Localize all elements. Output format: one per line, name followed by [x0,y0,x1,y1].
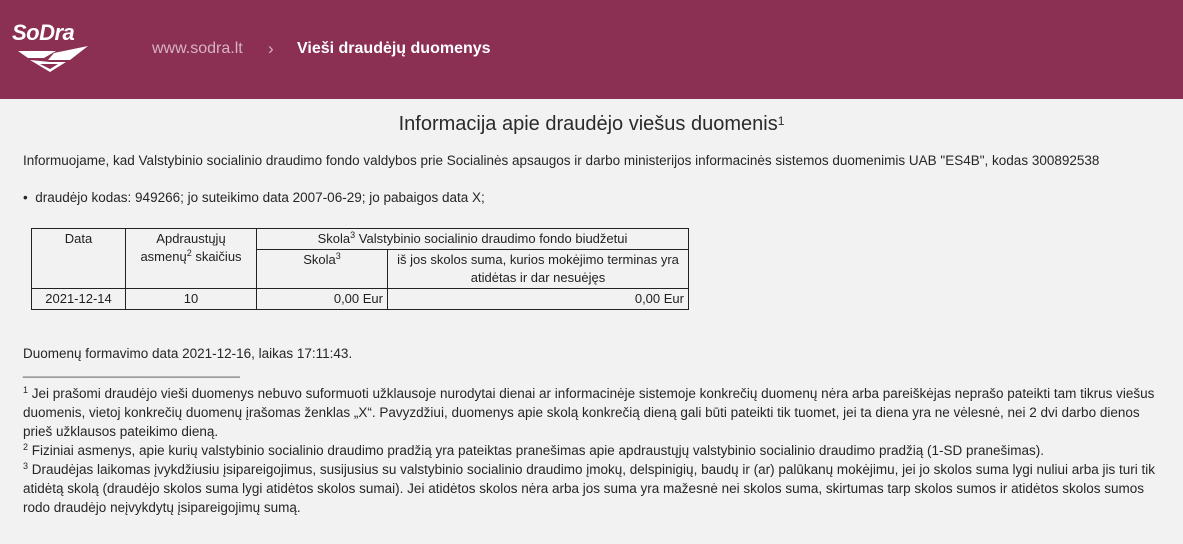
cell-debt: 0,00 Eur [257,289,388,310]
header-insured-count: Apdraustųjų asmenų$^2$ skaičius [126,229,257,289]
header-deferred-debt: iš jos skolos suma, kurios mokėjimo terminas yra atidėtas ir dar nesuėjęs [388,250,689,289]
cell-deferred: 0,00 Eur [388,289,689,310]
table-row [32,289,689,310]
insurer-code-bullet: • draudėjo kodas: 949266; jo suteikimo data 2007-06-29; jo pabaigos data X; [23,190,485,205]
cell-insured: 10 [126,289,257,310]
top-bar [0,0,1183,99]
breadcrumb-home-link[interactable]: www.sodra.lt [152,40,243,57]
footnote-ref: 1 [777,114,785,128]
breadcrumb-current: Vieši draudėjų duomenys [297,40,491,57]
footnote-3: $^3$ Draudėjas laikomas įvykdžiusiu įsipareigojimus, susijusius su valstybinio socialinio draudimo įmokų, delspinigių, baudų ir (ar) palūkanų mokėjimu, jei jo skolos suma lygi nuliui arba jis turi tik atidėtą skolą (draudėjo skolos suma lygi atidėtos skolos sumai). Jei atidėtos skolos nėra arba jos suma yra mažesnė nei skolos suma, skirtumas tarp skolos sumos ir atidėtos skolos sumos rodo draudėjo neįvykdytų įsipareigojimų sumą. [23,461,1156,515]
footnote-divider: ______________________________ [23,363,240,378]
footnote-2: $^2$ Fiziniai asmenys, apie kurių valstybinio socialinio draudimo pradžią yra pateiktas pranešimas apie apdraustųjų valstybinio socialinio draudimo pradžią (1-SD pranešimas). [23,442,1045,458]
page-title: Informacija apie draudėjo viešus duomenis$^1$ [398,113,785,135]
sodra-logo[interactable] [10,20,90,76]
intro-text: Informuojame, kad Valstybinio socialinio draudimo fondo valdybos prie Socialinės apsaugos ir darbo ministerijos informacinės sistemos duomenimis UAB "ES4B", kodas 300892538 [23,153,1100,168]
cell-date: 2021-12-14 [32,289,126,310]
chevron-right-icon: › [268,39,274,58]
logo-text: SoDra [12,20,75,45]
header-debt: Skola$^3$ [257,250,388,289]
header-date: Data [32,229,126,289]
footnote-1: $^1$ Jei prašomi draudėjo vieši duomenys nebuvo suformuoti užklausoje nurodytai dienai ar informacinėje sistemoje konkrečių duomenų nėra arba pareiškėjas neprašo pateikti tam tikrus viešus duomenis, vietoj konkrečių duomenų įrašomas ženklas „X“. Pavyzdžiui, duomenys apie skolą konkrečią dieną gali būti pateikti tik tuomet, jei ta diena yra ne vėlesnė, nei 2 dvi darbo dienos prieš užklausos pateikimo dieną. [23,385,1155,439]
generation-date: Duomenų formavimo data 2021-12-16, laikas 17:11:43. [23,346,353,361]
header-debt-group: Skola$^3$ Valstybinio socialinio draudimo fondo biudžetui [257,229,689,250]
logo-emblem-icon [10,20,90,76]
footnotes [23,384,1163,517]
data-table [31,228,689,310]
